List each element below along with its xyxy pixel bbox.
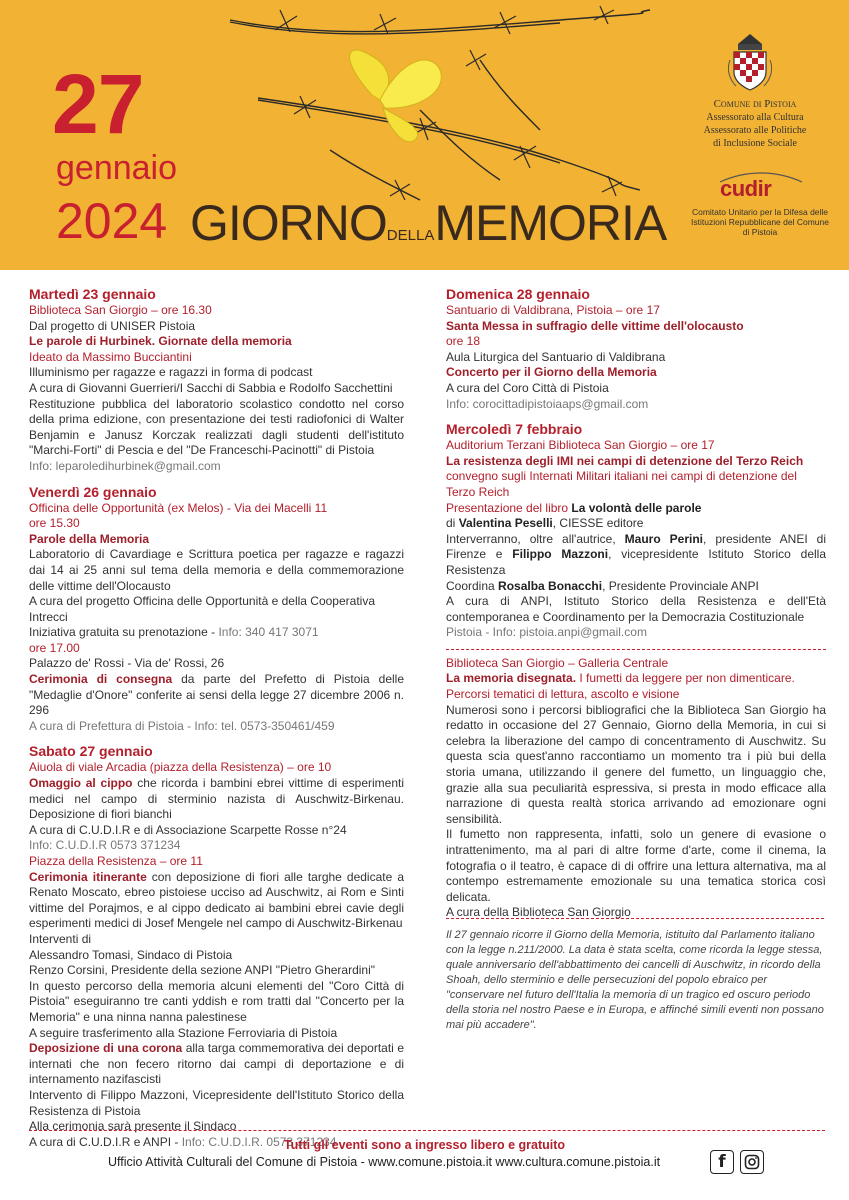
text-paragraph <box>29 1041 404 1088</box>
event-friday <box>29 483 404 735</box>
text-line: Palazzo de' Rossi - Via de' Rossi, 26 <box>29 656 225 671</box>
comune-name: Comune di Pistoia <box>713 98 797 110</box>
facebook-icon[interactable]: f <box>710 1150 734 1174</box>
comune-label <box>690 98 820 150</box>
text-paragraph: Laboratorio di Cavardiage e Scrittura poetica per ragazze e ragazzi dai 14 ai 25 anni sul tema della memoria e della commemorazione delle vittime dell'Olocausto <box>29 547 404 593</box>
event-title: Cerimonia di consegna <box>29 672 173 687</box>
day-heading: Domenica 28 gennaio <box>446 286 590 302</box>
title-part2: MEMORIA <box>434 195 667 251</box>
cudir-logo: cudir <box>720 176 772 201</box>
comune-crest-icon <box>728 30 772 92</box>
butterfly-icon <box>350 50 442 142</box>
venue: Auditorium Terzani Biblioteca San Giorgio – ore 17 <box>446 438 715 453</box>
text-line: Renzo Corsini, Presidente della sezione ANPI "Pietro Gherardini" <box>29 963 376 978</box>
venue: Aiuola di viale Arcadia (piazza della Resistenza) – ore 10 <box>29 760 332 775</box>
memory-day-note: Il 27 gennaio ricorre il Giorno della Memoria, istituito dal Parlamento italiano con la legge n.211/2000. La data è stata scelta, come ricorda la legge stessa, quale anniversario dell'abbattimento dei cancelli di Auschwitz, in ricordo della Shoah, dello sterminio e delle persecuzioni del popolo ebraico per "conservare nel futuro dell'Italia la memoria di un tragico ed oscuro periodo della storia nel nostro Paese e in Europa, e affinché simili eventi non possano mai più accadere". <box>446 929 824 1031</box>
event-tuesday <box>29 285 404 475</box>
text-span: , presidente ANEI di Firenze e <box>446 531 827 562</box>
person-name: Rosalba Bonacchi <box>498 578 603 593</box>
event-library <box>446 656 826 921</box>
subtitle: Percorsi tematici di lettura, ascolto e visione <box>446 687 680 702</box>
text-span: Iniziativa gratuita su prenotazione - <box>29 625 219 640</box>
text-line: A cura di C.U.D.I.R e di Associazione Scarpette Rosse n°24 <box>29 822 347 837</box>
text-paragraph: convegno sugli Internati Militari italiani nei campi di detenzione del Terzo Reich <box>446 469 797 499</box>
info-line: Info: C.U.D.I.R 0573 371234 <box>29 838 181 853</box>
text-paragraph: A cura di ANPI, Istituto Storico della Resistenza e dell'Età contemporanea e Coordinamento per la Democrazia Costituzionale <box>446 594 826 624</box>
event-saturday <box>29 742 404 1150</box>
info-span: Info: 340 417 3071 <box>218 625 319 640</box>
text-line: Alla cerimonia sarà presente il Sindaco <box>29 1119 237 1134</box>
footer-free-entry: Tutti gli eventi sono a ingresso libero e gratuito <box>283 1138 566 1152</box>
text-span: di <box>446 516 459 531</box>
time: ore 17.00 <box>29 640 80 655</box>
date-year: 2024 <box>56 193 168 249</box>
text-span: I fumetti da leggere per non dimenticare. <box>576 671 795 686</box>
text-line: Illuminismo per ragazze e ragazzi in forma di podcast <box>29 365 313 380</box>
book-title: La volontà delle parole <box>571 500 702 515</box>
info-span: Info: C.U.D.I.R. 0573 371234 <box>181 1134 337 1149</box>
person-name: Filippo Mazzoni <box>512 547 609 562</box>
text-paragraph <box>29 776 404 823</box>
day-heading: Venerdì 26 gennaio <box>29 483 157 500</box>
text-line: Ideato da Massimo Bucciantini <box>29 349 192 364</box>
venue: Officina delle Opportunità (ex Melos) - Via dei Macelli 11 <box>29 500 328 515</box>
venue: Piazza della Resistenza – ore 11 <box>29 854 203 868</box>
event-sunday <box>446 285 826 412</box>
text-paragraph: Il fumetto non rappresenta, infatti, solo un genere di evasione o intrattenimento, ma al pari di altre forme d'arte, come il cinema, la fotografia o il teatro, è capace di di offrire una lettura alternativa, ma al contempo estremamente emozionale su una tematica storica così delicata. <box>446 827 826 904</box>
venue: Biblioteca San Giorgio – ore 16.30 <box>29 303 212 317</box>
info-line: A cura di Prefettura di Pistoia - Info: tel. 0573-350461/459 <box>29 718 335 733</box>
event-title: Concerto per il Giorno della Memoria <box>446 365 657 380</box>
text-span: , vicepresidente Istituto Storico della Resistenza <box>446 547 826 577</box>
venue: Biblioteca San Giorgio – Galleria Centrale <box>446 655 669 670</box>
text-paragraph: Intervento di Filippo Mazzoni, Vicepresidente dell'Istituto Storico della Resistenza di Pistoia <box>29 1087 404 1118</box>
header-banner <box>0 0 849 270</box>
event-title: La memoria disegnata. <box>446 671 577 686</box>
info-line: Pistoia - Info: pistoia.anpi@gmail.com <box>446 625 647 640</box>
date-month: gennaio <box>56 149 178 187</box>
instagram-icon[interactable] <box>740 1150 764 1174</box>
text-span: che ricorda i bambini ebrei vittime di esperimenti medici nel campo di sterminio nazista di Auschwitz-Birkenau. Deposizione di fiori bianchi <box>29 776 405 822</box>
day-heading: Sabato 27 gennaio <box>29 743 153 760</box>
text-line <box>446 579 826 595</box>
text-paragraph <box>29 870 404 932</box>
text-span: , Presidente Provinciale ANPI <box>602 578 759 593</box>
text-paragraph: Numerosi sono i percorsi bibliografici che la Biblioteca San Giorgio ha redatto in occasione del 27 Gennaio, Giorno della Memoria, in cui si celebra la liberazione del campo di concentramento di Auschwitz. Su questa scia quest'anno raccontiamo un momento tra i più bui della storia umana, utilizzando il genere del fumetto, un linguaggio che, grazie alla sua peculiarità espressiva, si presta in modo efficace alla narrazione di questa realtà storica arrivando ad emozionare ogni sensibilità. <box>446 702 826 826</box>
text-span: alla targa commemorativa dei deportati e internati che non fecero ritorno dai campi di deportazione e di internamento nazifascisti <box>29 1041 404 1087</box>
text-paragraph: In questo percorso della memoria alcuni elementi del "Coro Città di Pistoia" eseguiranno tre canti yddish e rom tratti dal "Concerto per la Memoria" e una ninna nanna palestinese <box>29 978 404 1024</box>
text-line: A cura della Biblioteca San Giorgio <box>446 905 631 920</box>
day-heading: Mercoledì 7 febbraio <box>446 421 583 438</box>
text-paragraph <box>29 672 404 719</box>
text-line: Alessandro Tomasi, Sindaco di Pistoia <box>29 947 233 962</box>
text-span: Coordina <box>446 578 499 593</box>
event-title: Le parole di Hurbinek. Giornate della memoria <box>29 334 292 349</box>
title-small: DELLA <box>386 227 435 244</box>
comune-line3: Assessorato alle Politiche <box>703 125 807 136</box>
text-line: A cura del progetto Officina delle Opportunità e della Cooperativa Intrecci <box>29 594 375 624</box>
text-span: A cura di C.U.D.I.R e ANPI - <box>29 1134 182 1149</box>
time: ore 15.30 <box>29 516 80 531</box>
info-line: Info: corocittadipistoiaaps@gmail.com <box>446 396 649 411</box>
text-span: Interverranno, oltre all'autrice, <box>446 531 625 546</box>
event-title: Cerimonia itinerante <box>29 869 147 884</box>
right-column <box>446 285 826 921</box>
text-line <box>446 516 826 532</box>
event-title: Parole della Memoria <box>29 531 150 546</box>
divider <box>446 649 826 650</box>
text-line <box>29 625 404 641</box>
event-title: Santa Messa in suffragio delle vittime dell'olocausto <box>446 318 744 333</box>
event-title: Deposizione di una corona <box>29 1041 183 1056</box>
comune-line4: di Inclusione Sociale <box>713 138 797 149</box>
person-name: Mauro Perini <box>624 531 703 546</box>
footer-office: Ufficio Attività Culturali del Comune di Pistoia - www.comune.pistoia.it www.cultura.comune.pistoia.it <box>108 1155 661 1169</box>
text-paragraph <box>446 532 826 579</box>
time: ore 18 <box>446 334 481 349</box>
title-part1: GIORNO <box>190 195 387 251</box>
instagram-glyph <box>744 1154 760 1170</box>
page-title <box>190 195 667 251</box>
text-span: da parte del Prefetto di Pistoia delle "Medaglie d'Onore" conferite ai sensi della legge 27 dicembre 2006 n. 296 <box>29 672 404 718</box>
text-line: Dal progetto di UNISER Pistoia <box>29 318 196 333</box>
info-line: Info: leparoledihurbinek@gmail.com <box>29 458 221 473</box>
text-span: Presentazione del libro <box>446 500 572 515</box>
venue: Santuario di Valdibrana, Pistoia – ore 17 <box>446 303 660 317</box>
day-heading: Martedì 23 gennaio <box>29 286 156 302</box>
date-day-number: 27 <box>52 57 144 151</box>
text-line <box>446 501 826 517</box>
person-name: Valentina Peselli <box>458 516 553 531</box>
text-span: , CIESSE editore <box>552 516 644 531</box>
comune-line2: Assessorato alla Cultura <box>706 112 804 123</box>
text-line: Interventi di <box>29 931 92 946</box>
text-line: Aula Liturgica del Santuario di Valdibrana <box>446 349 666 364</box>
divider <box>446 918 824 919</box>
cudir-subtitle: Comitato Unitario per la Difesa delle Istituzioni Repubblicane del Comune di Pistoia <box>691 207 829 237</box>
text-line: A cura del Coro Città di Pistoia <box>446 380 609 395</box>
text-line: A cura di Giovanni Guerrieri/I Sacchi di Sabbia e Rodolfo Sacchettini <box>29 380 393 395</box>
event-title: La resistenza degli IMI nei campi di detenzione del Terzo Reich <box>446 453 804 468</box>
event-wednesday <box>446 420 826 641</box>
text-span: con deposizione di fiori alle targhe dedicate a Renato Moscato, ebreo pistoiese ucciso ad Auschwitz, ai Rom e Sinti vittime del Porajmos, e al cippo dedicato ai bambini ebrei cavie degli esperimenti medici di Josef Mengele nel campo di Auschwitz-Birkenau <box>29 869 404 931</box>
divider <box>29 1130 825 1131</box>
text-paragraph: Restituzione pubblica del laboratorio scolastico condotto nel corso della prima edizione, con presentazione dei testi radiofonici di Walter Benjamin e Janusz Korczak realizzati dagli studenti dell'istituto "Marchi-Forti" di Pescia e del "De Franceschi-Pacinotti" di Pistoia <box>29 396 404 458</box>
event-title-line <box>446 671 826 687</box>
event-title: Omaggio al cippo <box>29 776 133 791</box>
left-column <box>29 285 404 1150</box>
text-line: A seguire trasferimento alla Stazione Ferroviaria di Pistoia <box>29 1025 338 1040</box>
